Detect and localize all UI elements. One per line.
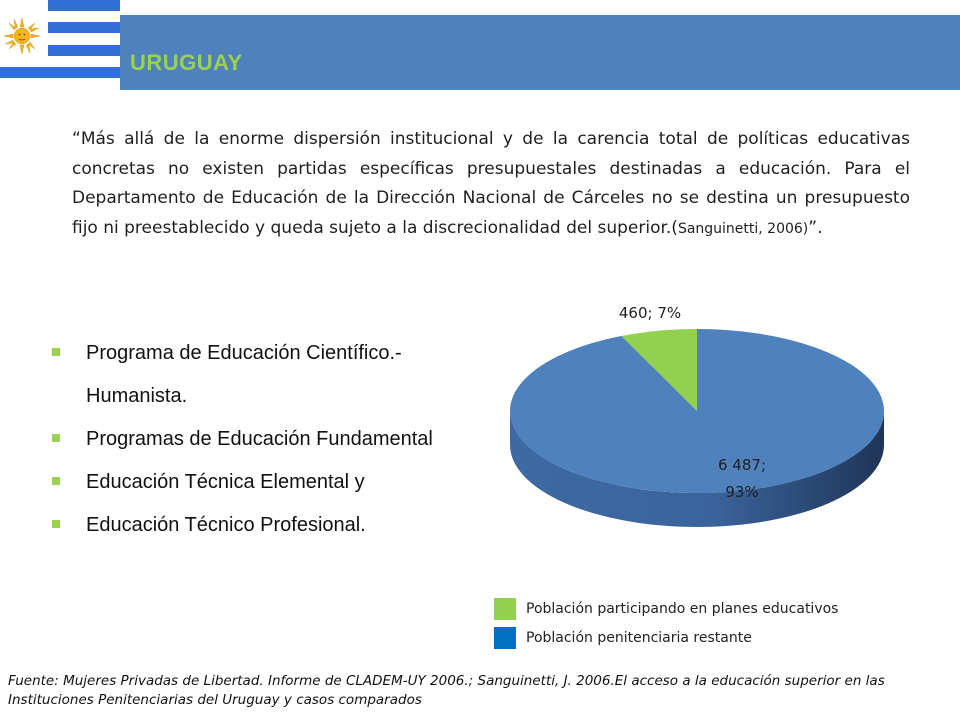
list-item: Programa de Educación Científico.- Humanista. [48, 332, 478, 418]
program-list [48, 332, 478, 547]
pie-slice-remaining [510, 329, 884, 493]
pie-chart-svg [500, 290, 900, 550]
source-note: Fuente: Mujeres Privadas de Libertad. Informe de CLADEM-UY 2006.; Sanguinetti, J. 2006.El acceso a la educación superior en las Instituciones Penitenciarias del Uruguay y casos comparados [8, 673, 885, 708]
quote-open-mark: “ [72, 129, 81, 149]
quote-citation: Sanguinetti, 2006) [677, 220, 809, 237]
header-band [120, 15, 960, 90]
uruguay-flag-icon [0, 0, 120, 90]
bullet-square-icon [52, 348, 60, 356]
pie-chart [500, 290, 900, 550]
chart-legend [494, 594, 838, 652]
slice-label-remaining-percent: 93% [725, 483, 759, 501]
legend-swatch-remaining [494, 627, 516, 649]
legend-label: Población penitenciaria restante [526, 629, 752, 646]
bullet-square-icon [52, 520, 60, 528]
legend-item [494, 623, 838, 652]
sun-of-may-icon [4, 18, 40, 54]
quote-paragraph [72, 125, 910, 244]
list-item: Educación Técnica Elemental y [48, 461, 478, 504]
quote-close-mark: ”. [808, 217, 823, 238]
quote-text: Más allá de la enorme dispersión institucional y de la carencia total de políticas educativas concretas no existen partidas específicas presupuestales destinadas a educación. Para el Departamento de Educación de la Dirección Nacional de Cárceles no se destina un presupuesto fijo ni preestablecido y queda sujeto a la discrecionalidad del superior.( [72, 129, 910, 238]
bullet-square-icon [52, 477, 60, 485]
list-item: Programas de Educación Fundamental [48, 418, 478, 461]
bullet-square-icon [52, 434, 60, 442]
list-item: Educación Técnico Profesional. [48, 504, 478, 547]
legend-swatch-education [494, 598, 516, 620]
slice-label-remaining-value: 6 487; [718, 456, 766, 474]
page-title: URUGUAY [130, 50, 243, 75]
slice-label-education: 460; 7% [618, 304, 682, 322]
legend-item [494, 594, 838, 623]
legend-label: Población participando en planes educativos [526, 600, 839, 617]
